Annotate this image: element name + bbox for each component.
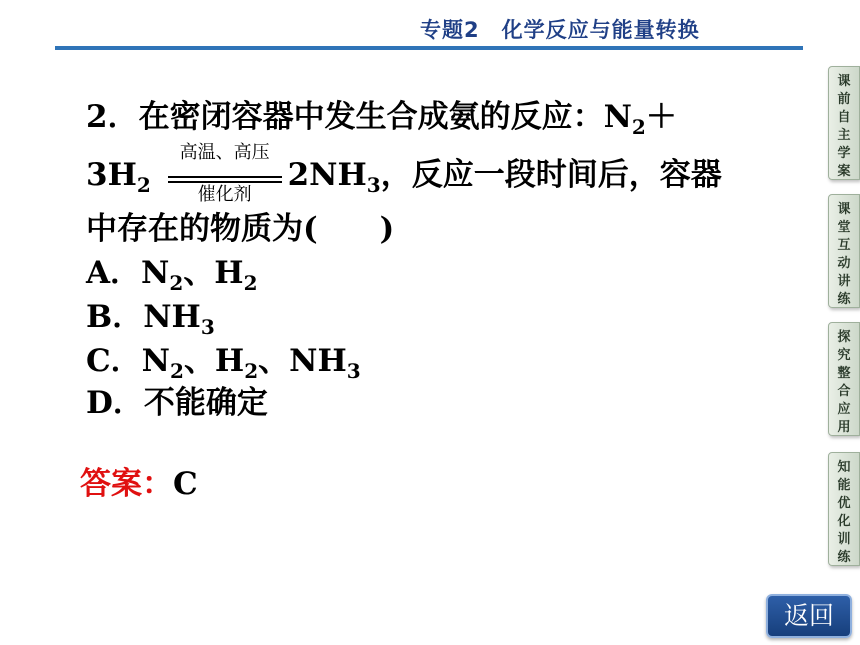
- question-line-2: $3H_2$ 高温、高压 催化剂 $2NH_3$，反应一段时间后，容器: [86, 141, 722, 205]
- condition-top: 高温、高压: [179, 141, 270, 163]
- question-line-1: 2．在密闭容器中发生合成氨的反应：$N_2+$: [86, 99, 677, 139]
- answer: [80, 458, 198, 503]
- option-a: A．$N_2$、$H_2$: [86, 255, 258, 295]
- answer-label: 答案：: [80, 466, 173, 502]
- option-c: C．$N_2$、$H_2$、$NH_3$: [86, 343, 361, 383]
- nav-tab-skill-training[interactable]: 知 能 优 化 训 练: [828, 452, 860, 566]
- equilibrium-line-top: [168, 176, 282, 178]
- header: [0, 0, 860, 56]
- equilibrium-line-bottom: [168, 181, 282, 183]
- answer-value: C: [173, 466, 198, 502]
- condition-bottom: 催化剂: [197, 183, 252, 205]
- option-d: D．不能确定: [86, 385, 268, 421]
- reaction-condition-arrow: [166, 141, 284, 205]
- nav-tab-integrated-application[interactable]: 探 究 整 合 应 用: [828, 322, 860, 436]
- option-b: B．$NH_3$: [86, 299, 215, 339]
- header-divider: [55, 46, 803, 50]
- nav-tab-classroom-practice[interactable]: 课 堂 互 动 讲 练: [828, 194, 860, 308]
- chapter-title: 专题2 化学反应与能量转换: [420, 18, 700, 42]
- back-button[interactable]: 返回: [766, 594, 852, 638]
- question-line-3: 中存在的物质为( ): [86, 211, 395, 247]
- nav-tab-pre-class-study[interactable]: 课 前 自 主 学 案: [828, 66, 860, 180]
